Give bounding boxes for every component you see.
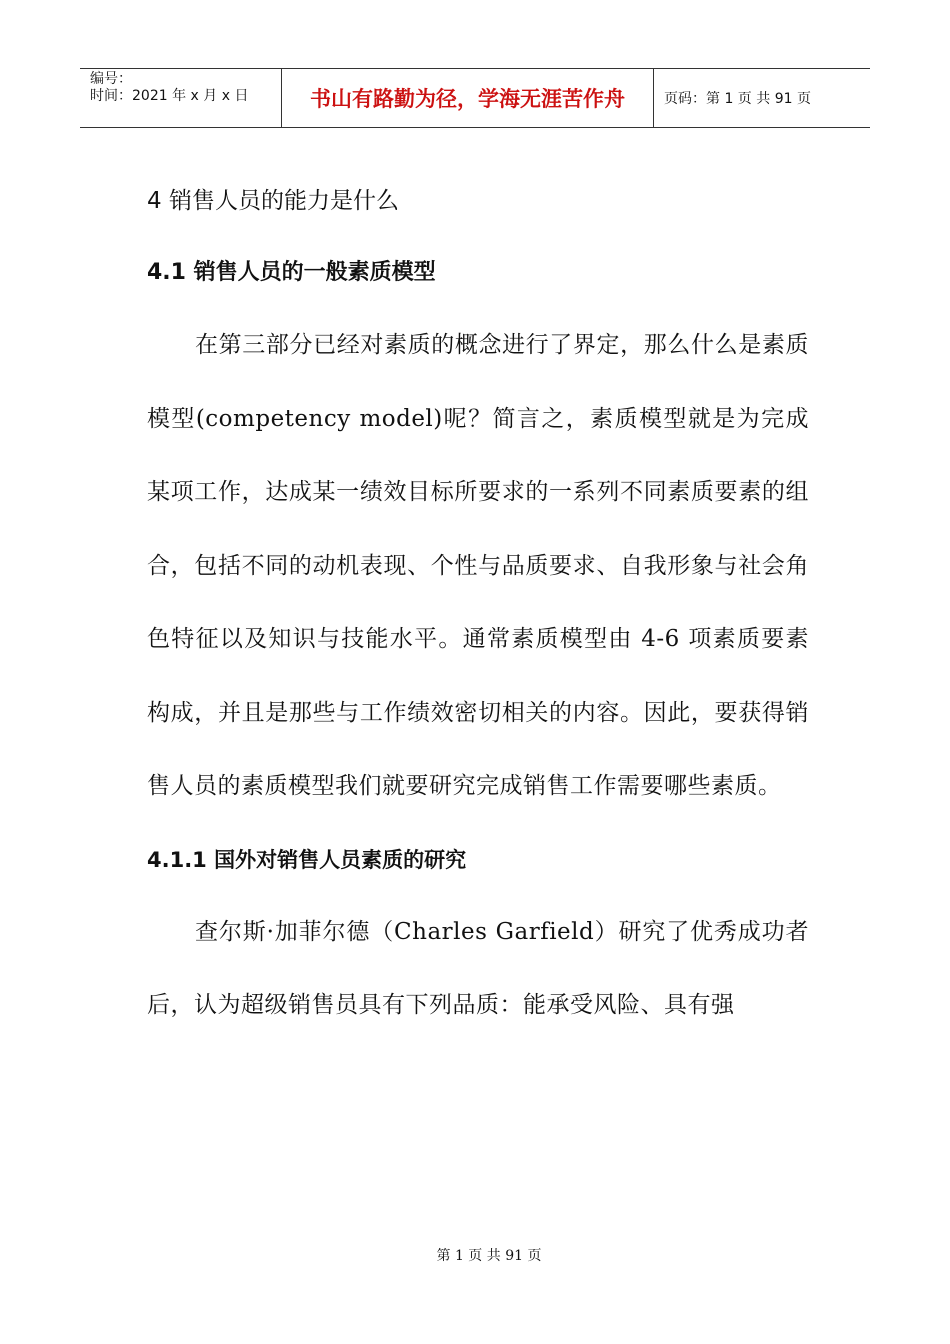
header-motto: 书山有路勤为径，学海无涯苦作舟 [282, 69, 654, 127]
document-body [147, 165, 809, 1043]
subsection-title: 4.1.1 国外对销售人员素质的研究 [147, 847, 467, 872]
page-footer: 第 1 页 共 91 页 [436, 1248, 542, 1264]
chapter-title: 4 销售人员的能力是什么 [147, 188, 399, 214]
document-time-label: 时间：2021 年 x 月 x 日 [90, 88, 249, 104]
header-meta [80, 69, 282, 127]
header-page-info: 页码：第 1 页 共 91 页 [664, 91, 811, 107]
section-paragraph: 在第三部分已经对素质的概念进行了界定，那么什么是素质模型(competency model)呢？简言之，素质模型就是为完成某项工作，达成某一绩效目标所要求的一系列不同素质要素的组合，包括不同的动机表现、个性与品质要求、自我形象与社会角色特征以及知识与技能水平。通常素质模型由 4-6 项素质要素构成，并且是那些与工作绩效密切相关的内容。因此，要获得销售人员的素质模型我们就要研究完成销售工作需要哪些素质。 [147, 332, 809, 799]
subsection-paragraph: 查尔斯·加菲尔德（Charles Garfield）研究了优秀成功者后，认为超级销售员具有下列品质：能承受风险、具有强 [147, 918, 809, 1018]
section-title: 4.1 销售人员的一般素质模型 [147, 260, 436, 285]
document-number-label: 编号： [90, 71, 132, 87]
page-header [80, 68, 870, 128]
